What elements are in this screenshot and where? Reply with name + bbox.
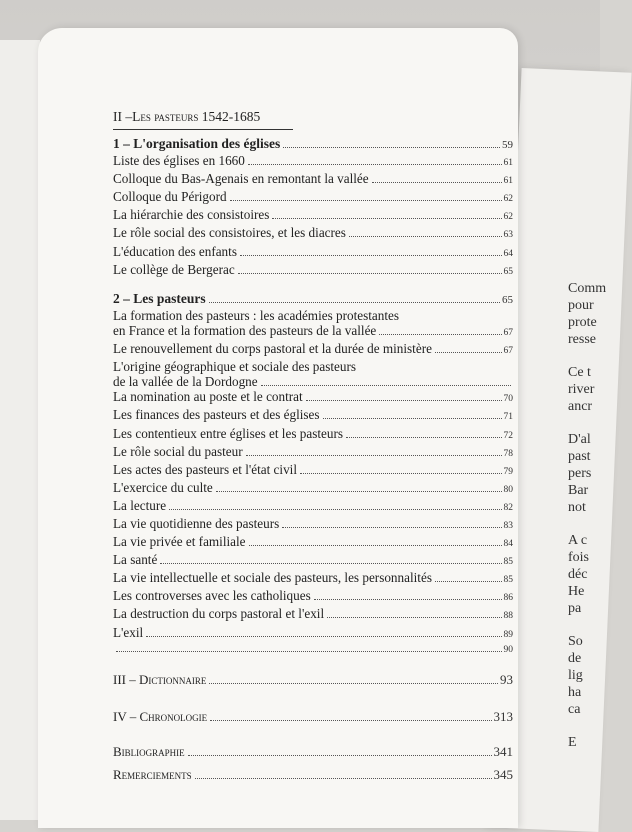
part-title: II –Les pasteurs 1542-1685 (113, 104, 293, 130)
entry-title: La nomination au poste et le contrat (113, 389, 303, 405)
dot-leader (209, 683, 498, 684)
dot-leader (238, 273, 502, 274)
section-heading (113, 291, 513, 308)
entry-title: Bibliographie (113, 743, 185, 759)
text-fragment: E (568, 735, 577, 750)
entry-title: III – Dictionnaire (113, 671, 207, 687)
dot-leader (146, 636, 501, 637)
toc-entry (113, 552, 513, 570)
dot-leader (248, 164, 502, 165)
dot-leader (435, 352, 502, 353)
entry-title: L'éducation des enfants (113, 243, 237, 259)
dot-leader (195, 778, 492, 779)
dot-leader (230, 200, 502, 201)
page-number: 63 (503, 230, 513, 241)
dot-leader (346, 437, 502, 438)
entry-title: La vie intellectuelle et sociale des pasteurs, les personnalités (113, 570, 432, 586)
entry-title: IV – Chronologie (113, 708, 208, 724)
entry-title: La vie privée et familiale (113, 534, 246, 550)
page-number: 85 (503, 557, 513, 568)
entry-title: 1 – L'organisation des églises (113, 136, 281, 151)
entry-title: La destruction du corps pastoral et l'exil (113, 606, 325, 622)
toc-sections (113, 136, 513, 658)
dot-leader (116, 651, 502, 652)
text-fragment: resse (568, 332, 596, 347)
toc-entry (113, 262, 513, 280)
spacer (113, 280, 513, 288)
spacer (568, 516, 608, 532)
page-number: 341 (493, 743, 513, 759)
dot-leader (379, 334, 501, 335)
page-number: 72 (503, 430, 513, 441)
dot-leader (209, 302, 500, 303)
toc-entry (113, 462, 513, 480)
entry-title: Le renouvellement du corps pastoral et la durée de ministère (113, 341, 432, 357)
toc-entry (113, 341, 513, 359)
page-number: 93 (500, 671, 513, 687)
dot-leader (240, 255, 502, 256)
page-number: 78 (503, 448, 513, 459)
text-fragment: not (568, 500, 586, 515)
entry-title: Colloque du Périgord (113, 189, 227, 205)
toc-entry (113, 426, 513, 444)
entry-title: La vie quotidienne des pasteurs (113, 515, 280, 531)
entry-title: 2 – Les pasteurs (113, 290, 206, 306)
entry-title: en France et la formation des pasteurs de la vallée (113, 322, 377, 338)
dot-leader (300, 473, 501, 474)
page-number: 88 (503, 611, 513, 622)
spacer (568, 718, 608, 734)
page-number: 90 (503, 644, 513, 655)
toc-entry (113, 625, 513, 643)
entry-title: La santé (113, 552, 158, 568)
text-fragment: fois (568, 550, 589, 565)
toc-entry (113, 323, 513, 341)
text-fragment: A c (568, 533, 588, 548)
dot-leader (246, 455, 502, 456)
page-number: 59 (502, 139, 513, 151)
text-fragment: Bar (568, 483, 589, 498)
text-fragment: déc (568, 567, 588, 582)
toc-entry (113, 225, 513, 243)
part-entry (113, 744, 513, 759)
entry-title: La hiérarchie des consistoires (113, 207, 270, 223)
text-fragment: lig (568, 668, 583, 683)
page-number: 62 (503, 194, 513, 205)
page-number: 61 (503, 176, 513, 187)
toc-entry (113, 171, 513, 189)
entry-title: L'exercice du culte (113, 479, 213, 495)
page-number: 62 (503, 212, 513, 223)
toc-entry-line: L'origine géographique et sociale des pasteurs (113, 359, 356, 375)
spacer (568, 617, 608, 633)
toc-entry (113, 444, 513, 462)
page-number: 67 (503, 327, 513, 338)
part-entry (113, 672, 513, 687)
page-number: 83 (503, 520, 513, 531)
dot-leader (216, 491, 502, 492)
entry-title: Les finances des pasteurs et des églises (113, 407, 320, 423)
dot-leader (323, 418, 502, 419)
text-fragment: So (568, 634, 583, 649)
toc-entry (113, 389, 513, 407)
toc-entry (113, 153, 513, 171)
text-fragment: He (568, 584, 585, 599)
text-fragment: prote (568, 315, 597, 330)
dot-leader (272, 218, 501, 219)
toc-entry (113, 189, 513, 207)
entry-title: Colloque du Bas-Agenais en remontant la vallée (113, 171, 369, 187)
text-fragment: pers (568, 466, 592, 481)
text-fragment: pa (568, 601, 582, 616)
previous-page-edge (0, 40, 40, 820)
table-of-contents (113, 104, 513, 782)
text-fragment: ha (568, 685, 582, 700)
toc-entry (113, 480, 513, 498)
spacer (568, 348, 608, 364)
page-number: 89 (503, 629, 513, 640)
toc-entry (113, 407, 513, 425)
dot-leader (327, 617, 501, 618)
text-fragment: D'al (568, 432, 591, 447)
dot-leader (349, 236, 502, 237)
text-fragment: river (568, 382, 595, 397)
text-fragment: past (568, 449, 591, 464)
toc-entry (113, 374, 513, 389)
toc-entry (113, 207, 513, 225)
page-number: 70 (503, 394, 513, 405)
entry-title: de la vallée de la Dordogne (113, 374, 258, 390)
text-fragment: Comm (568, 281, 607, 296)
page-number: 79 (503, 466, 513, 477)
entry-title: Remerciements (113, 767, 192, 782)
page-number: 65 (502, 293, 513, 306)
toc-entry (113, 516, 513, 534)
dot-leader (160, 563, 501, 564)
text-fragment: de (568, 651, 582, 666)
page-number: 61 (503, 158, 513, 169)
dot-leader (282, 527, 501, 528)
dot-leader (372, 182, 502, 183)
dot-leader (169, 509, 501, 510)
entry-title: Le collège de Bergerac (113, 261, 235, 277)
dot-leader (210, 720, 491, 721)
dot-leader (314, 599, 502, 600)
spacer (568, 415, 608, 431)
page-number: 86 (503, 593, 513, 604)
page-number: 82 (503, 502, 513, 513)
toc-entry (113, 643, 513, 658)
dot-leader (306, 400, 502, 401)
page-number: 85 (503, 575, 513, 586)
page-number: 67 (503, 346, 513, 357)
page-number: 65 (503, 266, 513, 277)
toc-parts (113, 672, 513, 782)
toc-entry (113, 606, 513, 624)
page-number: 313 (493, 708, 513, 724)
text-fragment: ca (568, 702, 581, 717)
toc-entry-line: La formation des pasteurs : les académies protestantes (113, 307, 399, 323)
entry-title: Les contentieux entre églises et les pasteurs (113, 425, 343, 441)
entry-title: Le rôle social des consistoires, et les diacres (113, 225, 346, 241)
entry-title: L'exil (113, 624, 144, 640)
dot-leader (261, 385, 511, 386)
entry-title: Les controverses avec les catholiques (113, 588, 311, 604)
part-entry (113, 767, 513, 782)
text-fragment: ancr (568, 399, 593, 414)
text-fragment: pour (568, 298, 594, 313)
dot-leader (283, 147, 500, 148)
toc-entry (113, 588, 513, 606)
dot-leader (249, 545, 502, 546)
page-number: 84 (503, 539, 513, 550)
page-number: 345 (493, 767, 513, 782)
part-entry (113, 709, 513, 724)
text-fragment: Ce t (568, 365, 591, 380)
facing-page-text (568, 280, 608, 751)
section-heading (113, 136, 513, 153)
dot-leader (435, 581, 502, 582)
entry-title: Le rôle social du pasteur (113, 443, 243, 459)
toc-entry (113, 498, 513, 516)
dot-leader (188, 755, 492, 756)
entry-title: Les actes des pasteurs et l'état civil (113, 461, 298, 477)
toc-entry (113, 534, 513, 552)
toc-entry (113, 570, 513, 588)
toc-entry (113, 244, 513, 262)
page-number: 80 (503, 484, 513, 495)
entry-title: Liste des églises en 1660 (113, 153, 245, 169)
entry-title: La lecture (113, 497, 167, 513)
page-number: 71 (503, 412, 513, 423)
page-number: 64 (503, 248, 513, 259)
